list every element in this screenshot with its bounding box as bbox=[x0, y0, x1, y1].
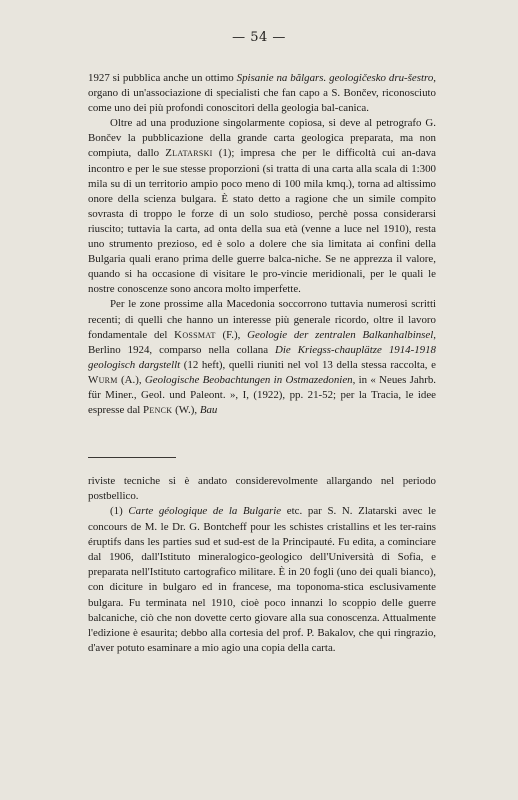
italic-run: Carte géologique de la Bulgarie bbox=[128, 505, 282, 518]
text-run: (1) bbox=[110, 505, 129, 518]
paragraph bbox=[88, 297, 436, 418]
text-run: , organo di un'associazione di specialisti che fan capo a S. Bončev, riconosciuto come uno dei più profondi conoscitori della geologia bal-canica. bbox=[88, 72, 436, 115]
footnote-continuation bbox=[88, 474, 436, 504]
italic-run: Geologische Beobachtungen in Ostmazedonien bbox=[144, 373, 353, 386]
text-run: (W.), bbox=[172, 404, 200, 417]
text-run: (F.), bbox=[215, 328, 248, 341]
footnote bbox=[88, 504, 436, 656]
footnote-divider bbox=[88, 457, 176, 458]
text-run: Oltre ad una produzione singolarmente copiosa, si deve al petrografo G. Bončev la pubblicazione della grande carta geologica preparata, ma non compiuta, dallo bbox=[88, 117, 436, 160]
italic-run: Spisanie na bălgars. geologičesko dru-šestro bbox=[236, 72, 434, 84]
italic-run: Geologie der zentralen Balkanhalbinsel bbox=[247, 328, 434, 341]
main-text bbox=[88, 71, 436, 418]
text-run: (12 heft), quelli riuniti nel vol 13 della stessa raccolta, e bbox=[180, 358, 436, 371]
paragraph bbox=[88, 116, 436, 297]
text-run: , Berlino 1924, comparso nella collana bbox=[88, 328, 436, 356]
page-number: — 54 — bbox=[232, 30, 286, 45]
author-name: Kossmat bbox=[174, 328, 216, 341]
paragraph bbox=[88, 71, 436, 116]
italic-run: Bau bbox=[199, 404, 218, 417]
author-name: Penck bbox=[143, 404, 173, 417]
italic-run: Die Kriegss-chauplätze 1914-1918 geologisch dargstellt bbox=[88, 343, 437, 371]
text-run: 1927 si pubblica anche un ottimo bbox=[88, 72, 237, 84]
text-run: etc. par S. N. Zlatarski avec le concours de M. le Dr. G. Bontcheff pour les schistes cristallins et les ter-rains éruptifs dans les parties sud et sud-est de la Principauté. Fu edita, a cominciare dal 1906, dall'Istituto mineralogico-geologico dell'Università di Sofia, e preparata nell'Istituto cartografico militare. È in 20 fogli (uno dei quali bianco), con diciture in bulgaro ed in francese, ma toponoma-stica esclusivamente bulgara. Fu terminata nel 1910, cioè poco innanzi lo scoppio delle guerre balcaniche, ciò che non dovette certo giovare alla sua conoscenza. Attualmente l'edizione è esaurita; debbo alla cortesia del prof. P. Bakalov, che qui ringrazio, d'aver potuto esaminare a mio agio una copia della carta. bbox=[88, 505, 437, 655]
footnotes bbox=[88, 474, 436, 656]
author-name: Zlatarski bbox=[165, 147, 213, 160]
text-run: riviste tecniche si è andato considerevolmente allargando nel periodo postbellico. bbox=[88, 475, 436, 503]
text-run: , in « Neues Jahrb. für Miner., Geol. und Paleont. », I, (1922), pp. 21-52; per la Tracia, le idee espresse dal bbox=[88, 373, 436, 417]
text-run: (A.), bbox=[117, 373, 145, 386]
author-name: Wurm bbox=[88, 373, 118, 386]
text-run: (1); impresa che per le difficoltà cui an-dava incontro e per le sue stesse proporzioni (si tratta di una carta alla scala di 1:300 mila su di un territorio ampio poco meno di 100 mila kmq.), torna ad altissimo onore della scienza bulgara. È stato detto a ragione che un simile compito sovrasta di troppo le forze di un solo studioso, perchè possa considerarsi riuscito; tuttavia la carta, ad onta della sua età (venne a luce nel 1910), resta uno strumento prezioso, ed è solo a dolere che sia limitata ai confini della Bulgaria quali erano prima delle guerre balca-niche. Se ne apprezza il valore, quando si ha occasione di visitare le pro-vincie meridionali, per le quali le nostre conoscenze sono ancora molto imperfette. bbox=[88, 147, 436, 296]
text-run: Per le zone prossime alla Macedonia soccorrono tuttavia numerosi scritti recenti; di quelli che hanno un interesse più generale ricordo, oltre il lavoro fondamentale del bbox=[88, 298, 436, 341]
